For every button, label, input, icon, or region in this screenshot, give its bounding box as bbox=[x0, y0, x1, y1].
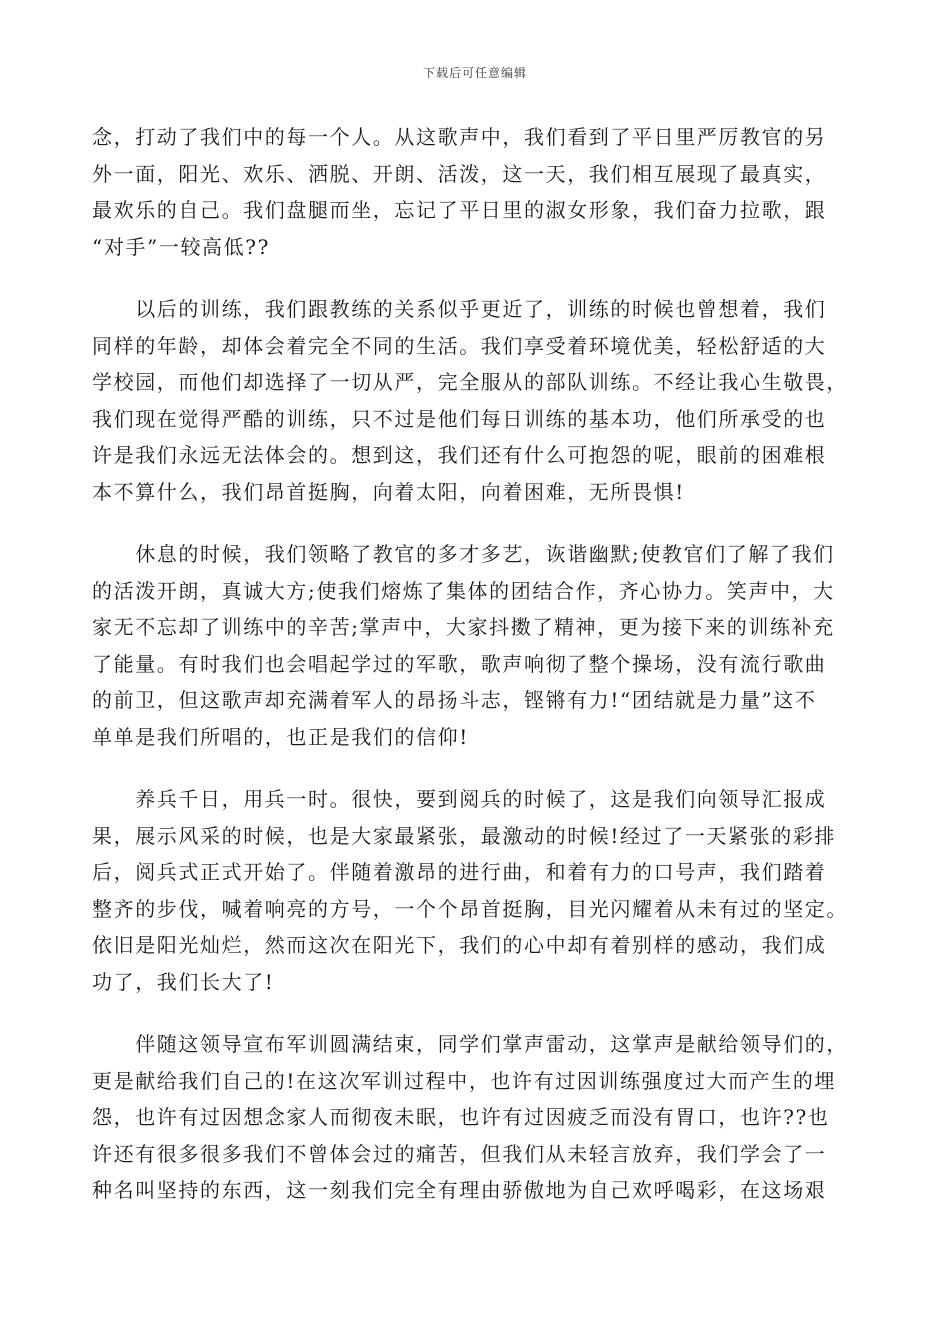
paragraph-5 bbox=[92, 1026, 860, 1209]
paragraph-3 bbox=[92, 536, 860, 755]
text-line: 后，阅兵式正式开始了。伴随着激昂的进行曲，和着有力的口号声，我们踏着 bbox=[92, 860, 827, 884]
text-line: 功了，我们长大了! bbox=[92, 969, 275, 994]
text-line: 外一面，阳光、欢乐、洒脱、开朗、活泼，这一天，我们相互展现了最真实， bbox=[92, 161, 827, 186]
text-line: 伴随这领导宣布军训圆满结束，同学们掌声雷动，这掌声是献给领导们的， bbox=[92, 1032, 848, 1056]
paragraph-2 bbox=[92, 291, 860, 510]
text-line: 休息的时候，我们领略了教官的多才多艺，诙谐幽默;使教官们了解了我们 bbox=[92, 542, 835, 566]
text-line: 整齐的步伐，喊着响亮的方号，一个个昂首挺胸，目光闪耀着从未有过的坚定。 bbox=[92, 896, 848, 921]
text-line: 更是献给我们自己的!在这次军训过程中，也许有过因训练强度过大而产生的埋 bbox=[92, 1068, 837, 1093]
text-line: 的前卫，但这歌声却充满着军人的昂扬斗志，铿锵有力!“团结就是力量”这不 bbox=[92, 688, 817, 712]
text-line: 家无不忘却了训练中的辛苦;掌声中，大家抖擞了精神，更为接下来的训练补充 bbox=[92, 615, 835, 639]
text-line: 单单是我们所唱的，也正是我们的信仰! bbox=[92, 724, 469, 749]
text-line: 养兵千日，用兵一时。很快，要到阅兵的时候了，这是我们向领导汇报成 bbox=[92, 787, 827, 811]
text-line: 种名叫坚持的东西，这一刻我们完全有理由骄傲地为自己欢呼喝彩，在这场艰 bbox=[92, 1178, 827, 1202]
text-line: 最欢乐的自己。我们盘腿而坐，忘记了平日里的淑女形象，我们奋力拉歌，跟 bbox=[92, 198, 827, 222]
text-line: 果，展示风采的时候，也是大家最紧张，最激动的时候!经过了一天紧张的彩排 bbox=[92, 823, 837, 848]
text-line: 怨，也许有过因想念家人而彻夜未眠，也许有过因疲乏而没有胃口，也许??也 bbox=[92, 1105, 830, 1129]
text-line: “对手”一较高低?? bbox=[92, 234, 270, 259]
text-line: 以后的训练，我们跟教练的关系似乎更近了，训练的时候也曾想着，我们 bbox=[92, 297, 827, 321]
text-line: 依旧是阳光灿烂，然而这次在阳光下，我们的心中却有着别样的感动，我们成 bbox=[92, 933, 827, 957]
text-line: 许还有很多很多我们不曾体会过的痛苦，但我们从未轻言放弃，我们学会了一 bbox=[92, 1141, 827, 1166]
text-line: 本不算什么，我们昂首挺胸，向着太阳，向着困难，无所畏惧! bbox=[92, 479, 685, 504]
document-body bbox=[92, 119, 860, 1235]
text-line: 念，打动了我们中的每一个人。从这歌声中，我们看到了平日里严厉教官的另 bbox=[92, 125, 827, 149]
paragraph-1 bbox=[92, 119, 860, 265]
paragraph-4 bbox=[92, 781, 860, 1000]
page-header: 下载后可任意编辑 bbox=[422, 66, 527, 80]
text-line: 的活泼开朗，真诚大方;使我们熔炼了集体的团结合作，齐心协力。笑声中，大 bbox=[92, 578, 835, 603]
text-line: 同样的年龄，却体会着完全不同的生活。我们享受着环境优美，轻松舒适的大 bbox=[92, 333, 827, 358]
text-line: 学校园，而他们却选择了一切从严，完全服从的部队训练。不经让我心生敬畏， bbox=[92, 370, 848, 394]
text-line: 我们现在觉得严酷的训练，只不过是他们每日训练的基本功，他们所承受的也 bbox=[92, 406, 827, 431]
text-line: 许是我们永远无法体会的。想到这，我们还有什么可抱怨的呢，眼前的困难根 bbox=[92, 443, 827, 467]
text-line: 了能量。有时我们也会唱起学过的军歌，歌声响彻了整个操场，没有流行歌曲 bbox=[92, 651, 827, 676]
